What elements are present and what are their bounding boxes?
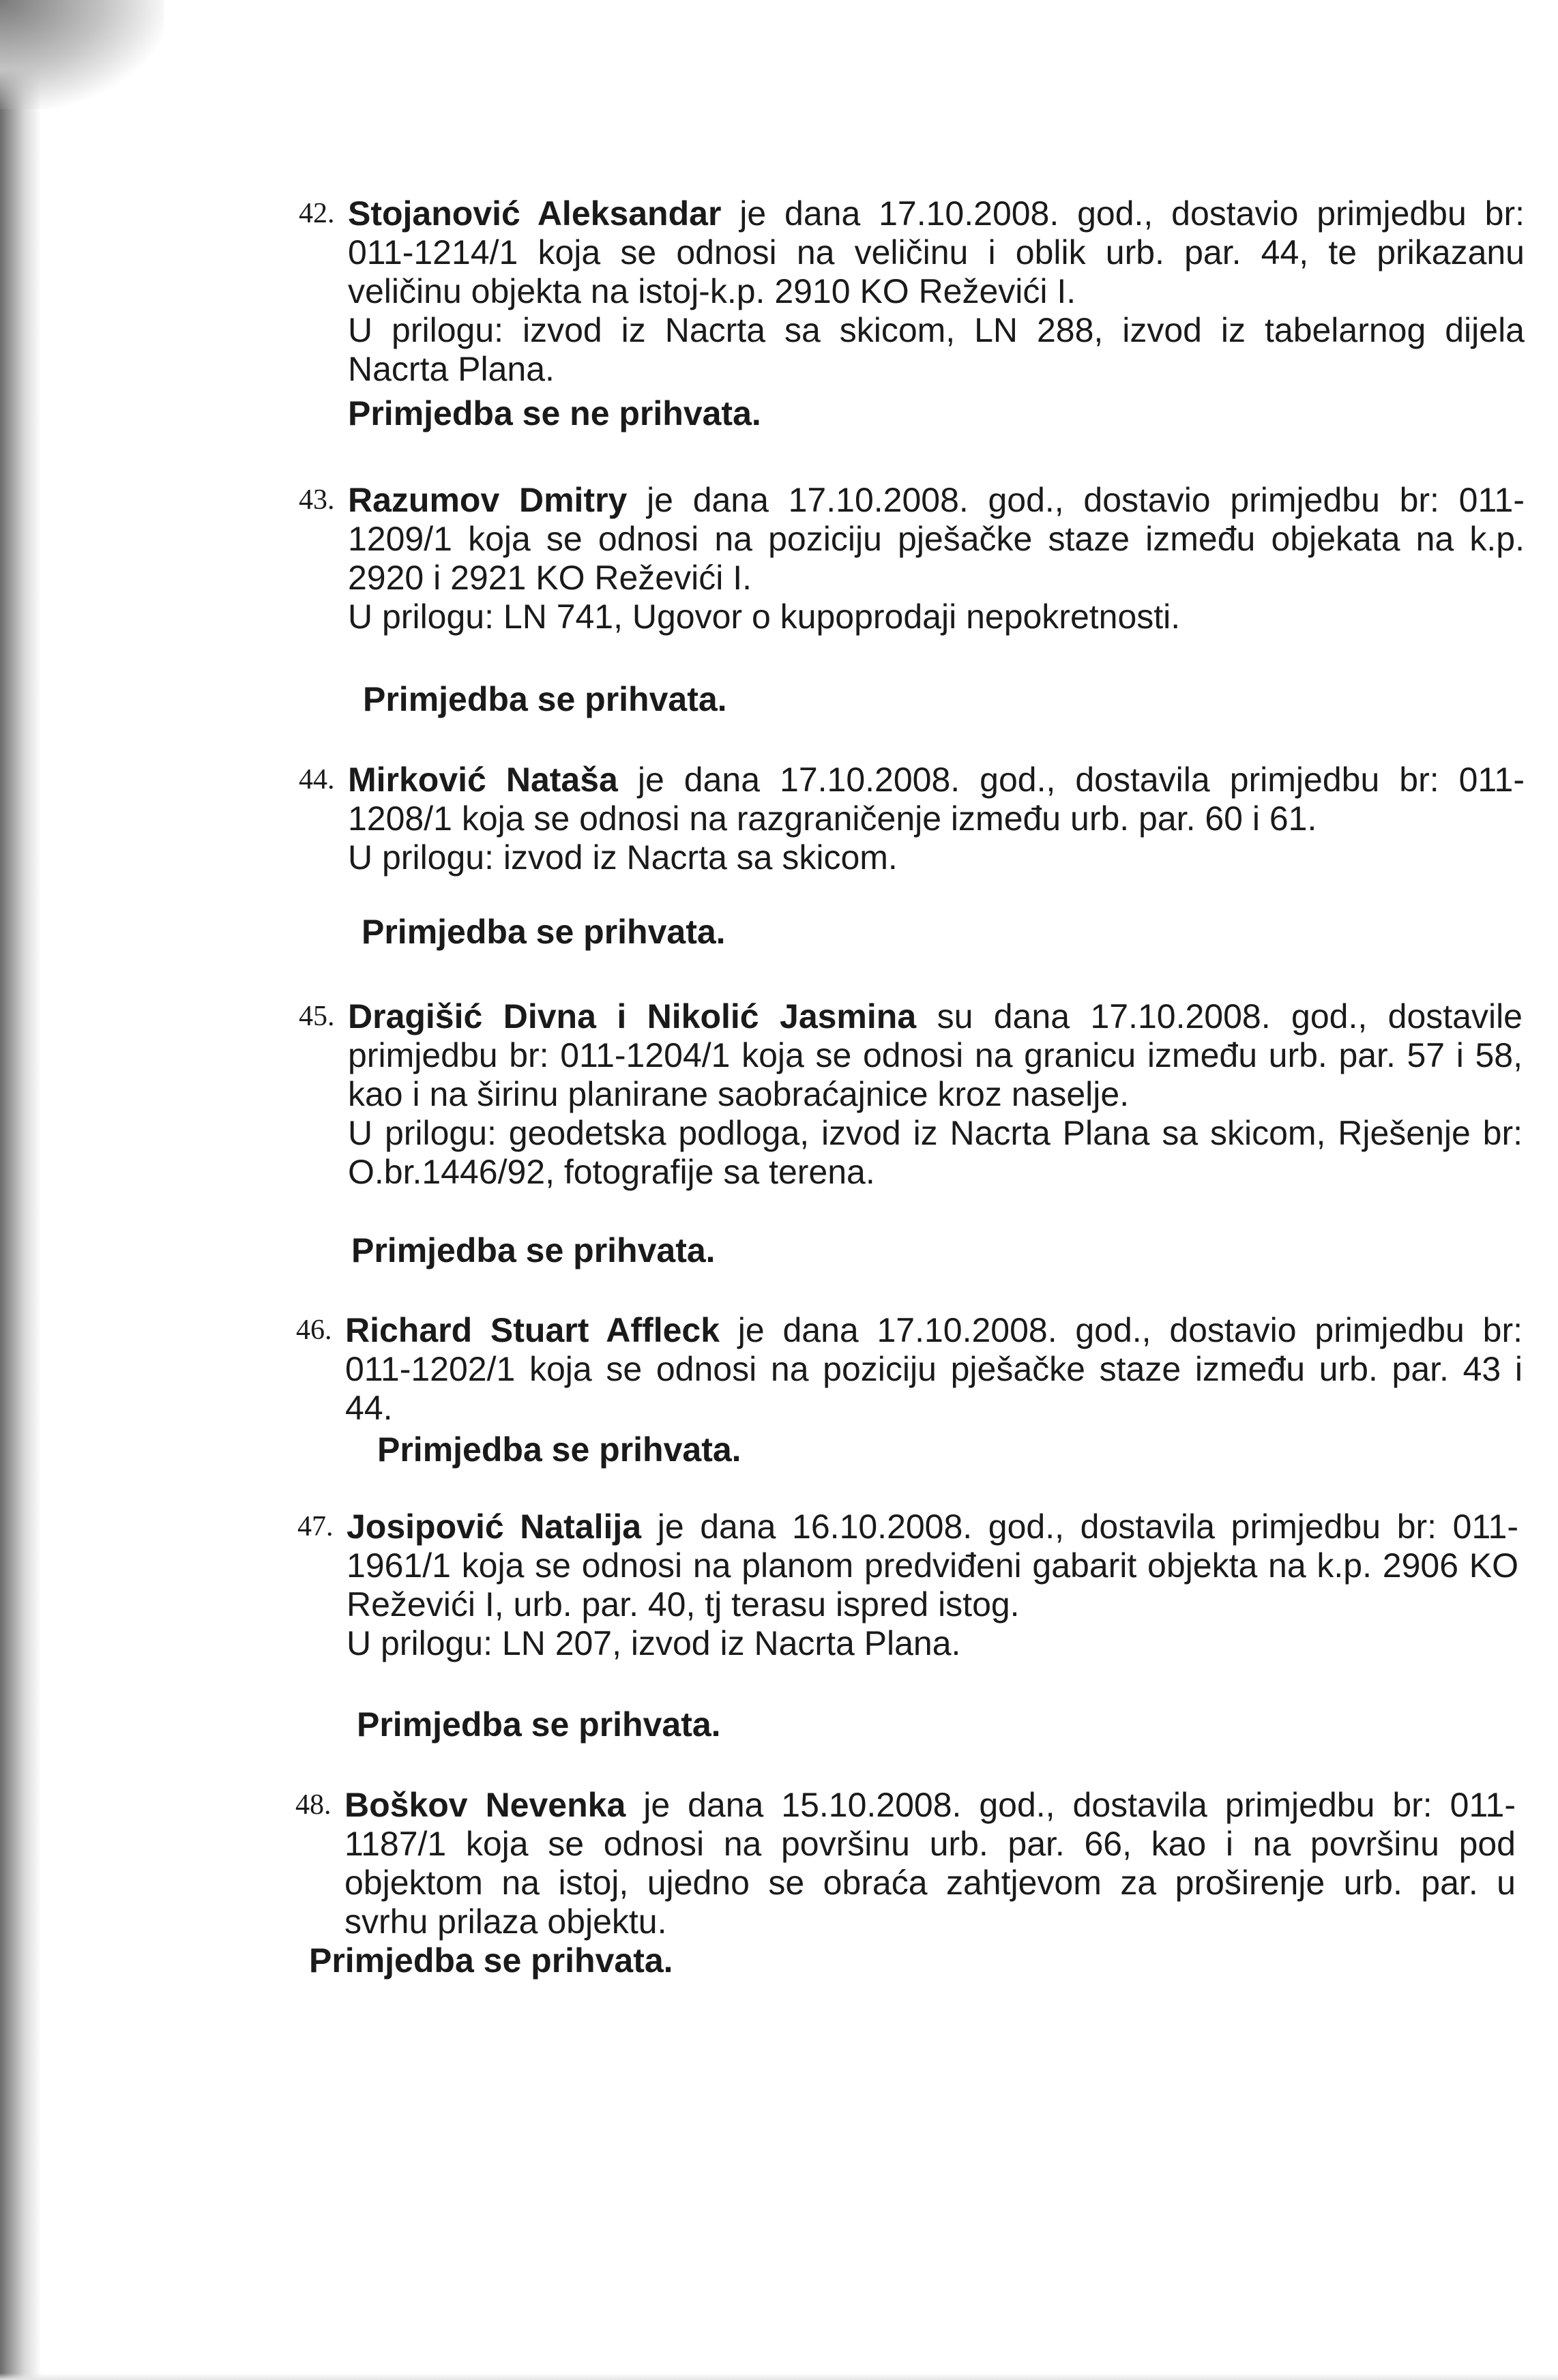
entry-43 (299, 481, 1525, 636)
entry-name: Josipović Natalija (347, 1508, 642, 1546)
verdict-44: Primjedba se prihvata. (362, 913, 726, 951)
entry-line: objektom na istoj, ujedno se obraća zahtjevom za proširenje urb. par. u (344, 1864, 1516, 1902)
entry-line: U prilogu: LN 207, izvod iz Nacrta Plana. (347, 1624, 961, 1662)
entry-name: Stojanović Aleksandar (348, 194, 722, 233)
entry-line: Nacrta Plana. (348, 350, 555, 388)
entry-46 (296, 1311, 1523, 1428)
entry-name: Razumov Dmitry (348, 481, 628, 519)
entry-number: 48. (295, 1789, 332, 1821)
scan-shadow-bottom (0, 2373, 1558, 2380)
verdict-46: Primjedba se prihvata. (377, 1430, 741, 1469)
entry-line: Dragišić Divna i Nikolić Jasmina su dana 17.10.2008. god., dostavile (348, 997, 1523, 1035)
entry-number: 43. (299, 484, 335, 516)
verdict-48: Primjedba se prihvata. (309, 1941, 673, 1980)
entry-name: Richard Stuart Affleck (345, 1311, 720, 1349)
scan-shadow-corner (0, 0, 164, 109)
entry-line: U prilogu: LN 741, Ugovor o kupoprodaji nepokretnosti. (348, 598, 1181, 636)
verdict-45: Primjedba se prihvata. (351, 1231, 716, 1269)
entry-number: 47. (297, 1511, 334, 1542)
entry-line: 2920 i 2921 KO Reževići I. (348, 559, 752, 597)
verdict-43: Primjedba se prihvata. (363, 680, 727, 718)
entry-42 (299, 194, 1525, 389)
entry-line: Reževići I, urb. par. 40, tj terasu ispred istog. (347, 1585, 1020, 1624)
scan-shadow-left (0, 0, 41, 2380)
entry-line: Boškov Nevenka je dana 15.10.2008. god., dostavila primjedbu br: 011- (344, 1786, 1516, 1824)
entry-number: 45. (299, 1001, 335, 1032)
entry-name: Mirković Nataša (348, 761, 618, 799)
entry-line: veličinu objekta na istoj-k.p. 2910 KO Reževići I. (348, 272, 1076, 310)
entry-line: 1208/1 koja se odnosi na razgraničenje između urb. par. 60 i 61. (348, 799, 1317, 838)
entry-number: 46. (296, 1314, 332, 1346)
entry-45 (299, 997, 1523, 1192)
entry-44 (299, 761, 1525, 877)
entry-line: 011-1202/1 koja se odnosi na poziciju pješačke staze između urb. par. 43 i (345, 1350, 1523, 1388)
entry-line: Josipović Natalija je dana 16.10.2008. god., dostavila primjedbu br: 011- (347, 1508, 1519, 1546)
entry-47 (297, 1508, 1519, 1663)
entry-line: U prilogu: izvod iz Nacrta sa skicom, LN 288, izvod iz tabelarnog dijela (348, 311, 1525, 349)
entry-48 (295, 1786, 1516, 1941)
verdict-47: Primjedba se prihvata. (357, 1705, 721, 1744)
entry-line: U prilogu: geodetska podloga, izvod iz Nacrta Plana sa skicom, Rješenje br: (348, 1114, 1523, 1152)
entry-line: svrhu prilaza objektu. (344, 1902, 667, 1941)
entry-line: Richard Stuart Affleck je dana 17.10.2008. god., dostavio primjedbu br: (345, 1311, 1523, 1349)
verdict-42: Primjedba se ne prihvata. (348, 394, 761, 432)
entry-line: Mirković Nataša je dana 17.10.2008. god., dostavila primjedbu br: 011- (348, 761, 1525, 799)
entry-line: 011-1214/1 koja se odnosi na veličinu i oblik urb. par. 44, te prikazanu (348, 233, 1525, 271)
entry-number: 44. (299, 764, 335, 795)
entry-line: primjedbu br: 011-1204/1 koja se odnosi na granicu između urb. par. 57 i 58, (348, 1036, 1523, 1074)
entry-line: 1187/1 koja se odnosi na površinu urb. par. 66, kao i na površinu pod (344, 1825, 1516, 1863)
entry-line: O.br.1446/92, fotografije sa terena. (348, 1153, 875, 1191)
entry-line: Razumov Dmitry je dana 17.10.2008. god., dostavio primjedbu br: 011- (348, 481, 1525, 519)
entry-name: Boškov Nevenka (344, 1786, 626, 1824)
entry-line: U prilogu: izvod iz Nacrta sa skicom. (348, 838, 898, 877)
entry-line: Stojanović Aleksandar je dana 17.10.2008. god., dostavio primjedbu br: (348, 194, 1525, 233)
entry-number: 42. (299, 198, 335, 229)
entry-line: 44. (345, 1389, 393, 1427)
entry-line: 1209/1 koja se odnosi na poziciju pješačke staze između objekata na k.p. (348, 520, 1525, 558)
entry-name: Dragišić Divna i Nikolić Jasmina (348, 997, 917, 1035)
entry-line: 1961/1 koja se odnosi na planom predviđeni gabarit objekta na k.p. 2906 KO (347, 1546, 1518, 1585)
entry-line: kao i na širinu planirane saobraćajnice kroz naselje. (348, 1075, 1130, 1113)
